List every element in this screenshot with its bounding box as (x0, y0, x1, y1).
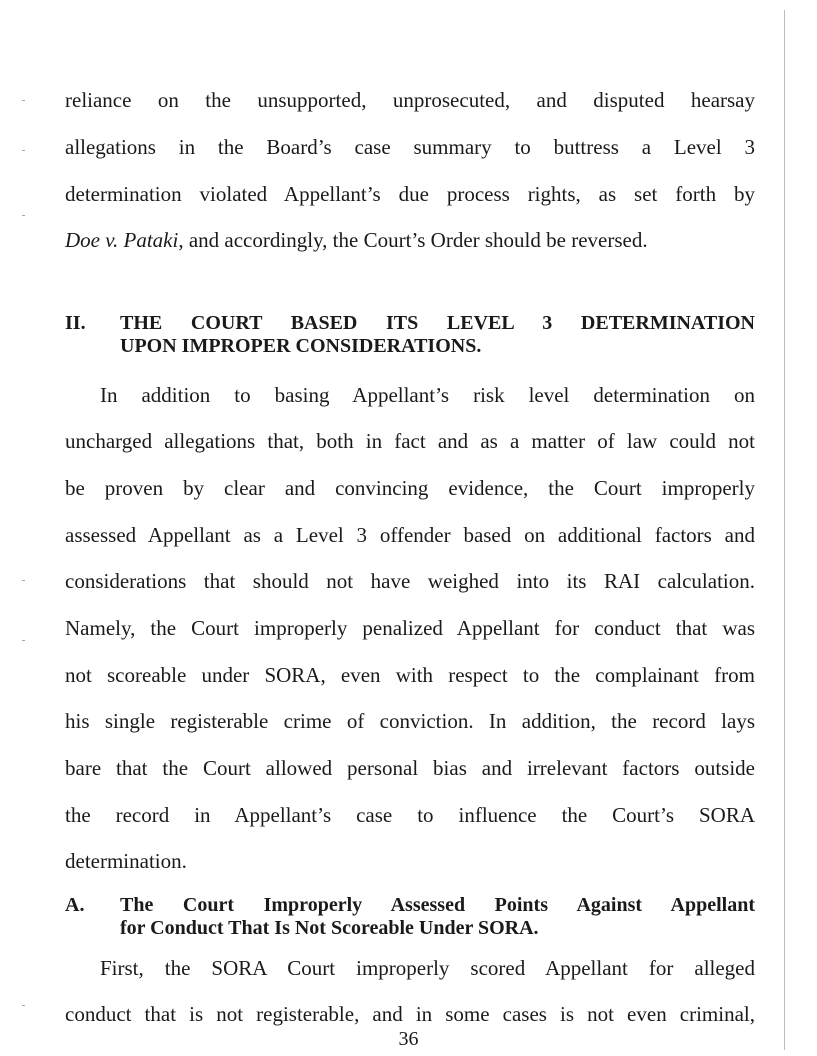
text-line: reliance on the unsupported, unprosecuted, and disputed hearsay (65, 88, 755, 112)
page-number: 36 (398, 1028, 419, 1050)
text-line: considerations that should not have weighed into its RAI calculation. (65, 569, 755, 593)
heading-line: THE COURT BASED ITS LEVEL 3 DETERMINATION (120, 312, 755, 334)
scan-mark (22, 580, 25, 581)
text-line: determination. (65, 849, 187, 873)
text-line: his single registerable crime of conviction. In addition, the record lays (65, 709, 755, 733)
text-line: assessed Appellant as a Level 3 offender based on additional factors and (65, 523, 755, 547)
scan-mark (22, 640, 25, 641)
text-line: be proven by clear and convincing evidence, the Court improperly (65, 476, 755, 500)
scan-mark (22, 215, 25, 216)
heading-number: A. (65, 894, 85, 916)
text-line: uncharged allegations that, both in fact and as a matter of law could not (65, 429, 755, 453)
text-line: First, the SORA Court improperly scored Appellant for alleged (100, 956, 755, 980)
text-line: determination violated Appellant’s due process rights, as set forth by (65, 182, 755, 206)
heading-line: The Court Improperly Assessed Points Against Appellant (120, 894, 755, 916)
heading-line: for Conduct That Is Not Scoreable Under SORA. (120, 917, 539, 939)
text-line: bare that the Court allowed personal bias and irrelevant factors outside (65, 756, 755, 780)
scan-edge-line (784, 10, 785, 1050)
heading-line: UPON IMPROPER CONSIDERATIONS. (120, 335, 482, 357)
text-line: the record in Appellant’s case to influence the Court’s SORA (65, 803, 755, 827)
scan-mark (22, 1005, 25, 1006)
text-line: allegations in the Board’s case summary to buttress a Level 3 (65, 135, 755, 159)
text-line: In addition to basing Appellant’s risk level determination on (100, 383, 755, 407)
text-segment: , and accordingly, the Court’s Order should be reversed. (178, 228, 648, 252)
scan-mark (22, 150, 25, 151)
case-citation: Doe v. Pataki (65, 228, 179, 252)
heading-number: II. (65, 312, 86, 334)
scan-mark (22, 100, 25, 101)
text-line: conduct that is not registerable, and in some cases is not even criminal, (65, 1002, 755, 1026)
text-line (65, 227, 755, 253)
text-line: not scoreable under SORA, even with respect to the complainant from (65, 663, 755, 687)
text-line: Namely, the Court improperly penalized Appellant for conduct that was (65, 616, 755, 640)
